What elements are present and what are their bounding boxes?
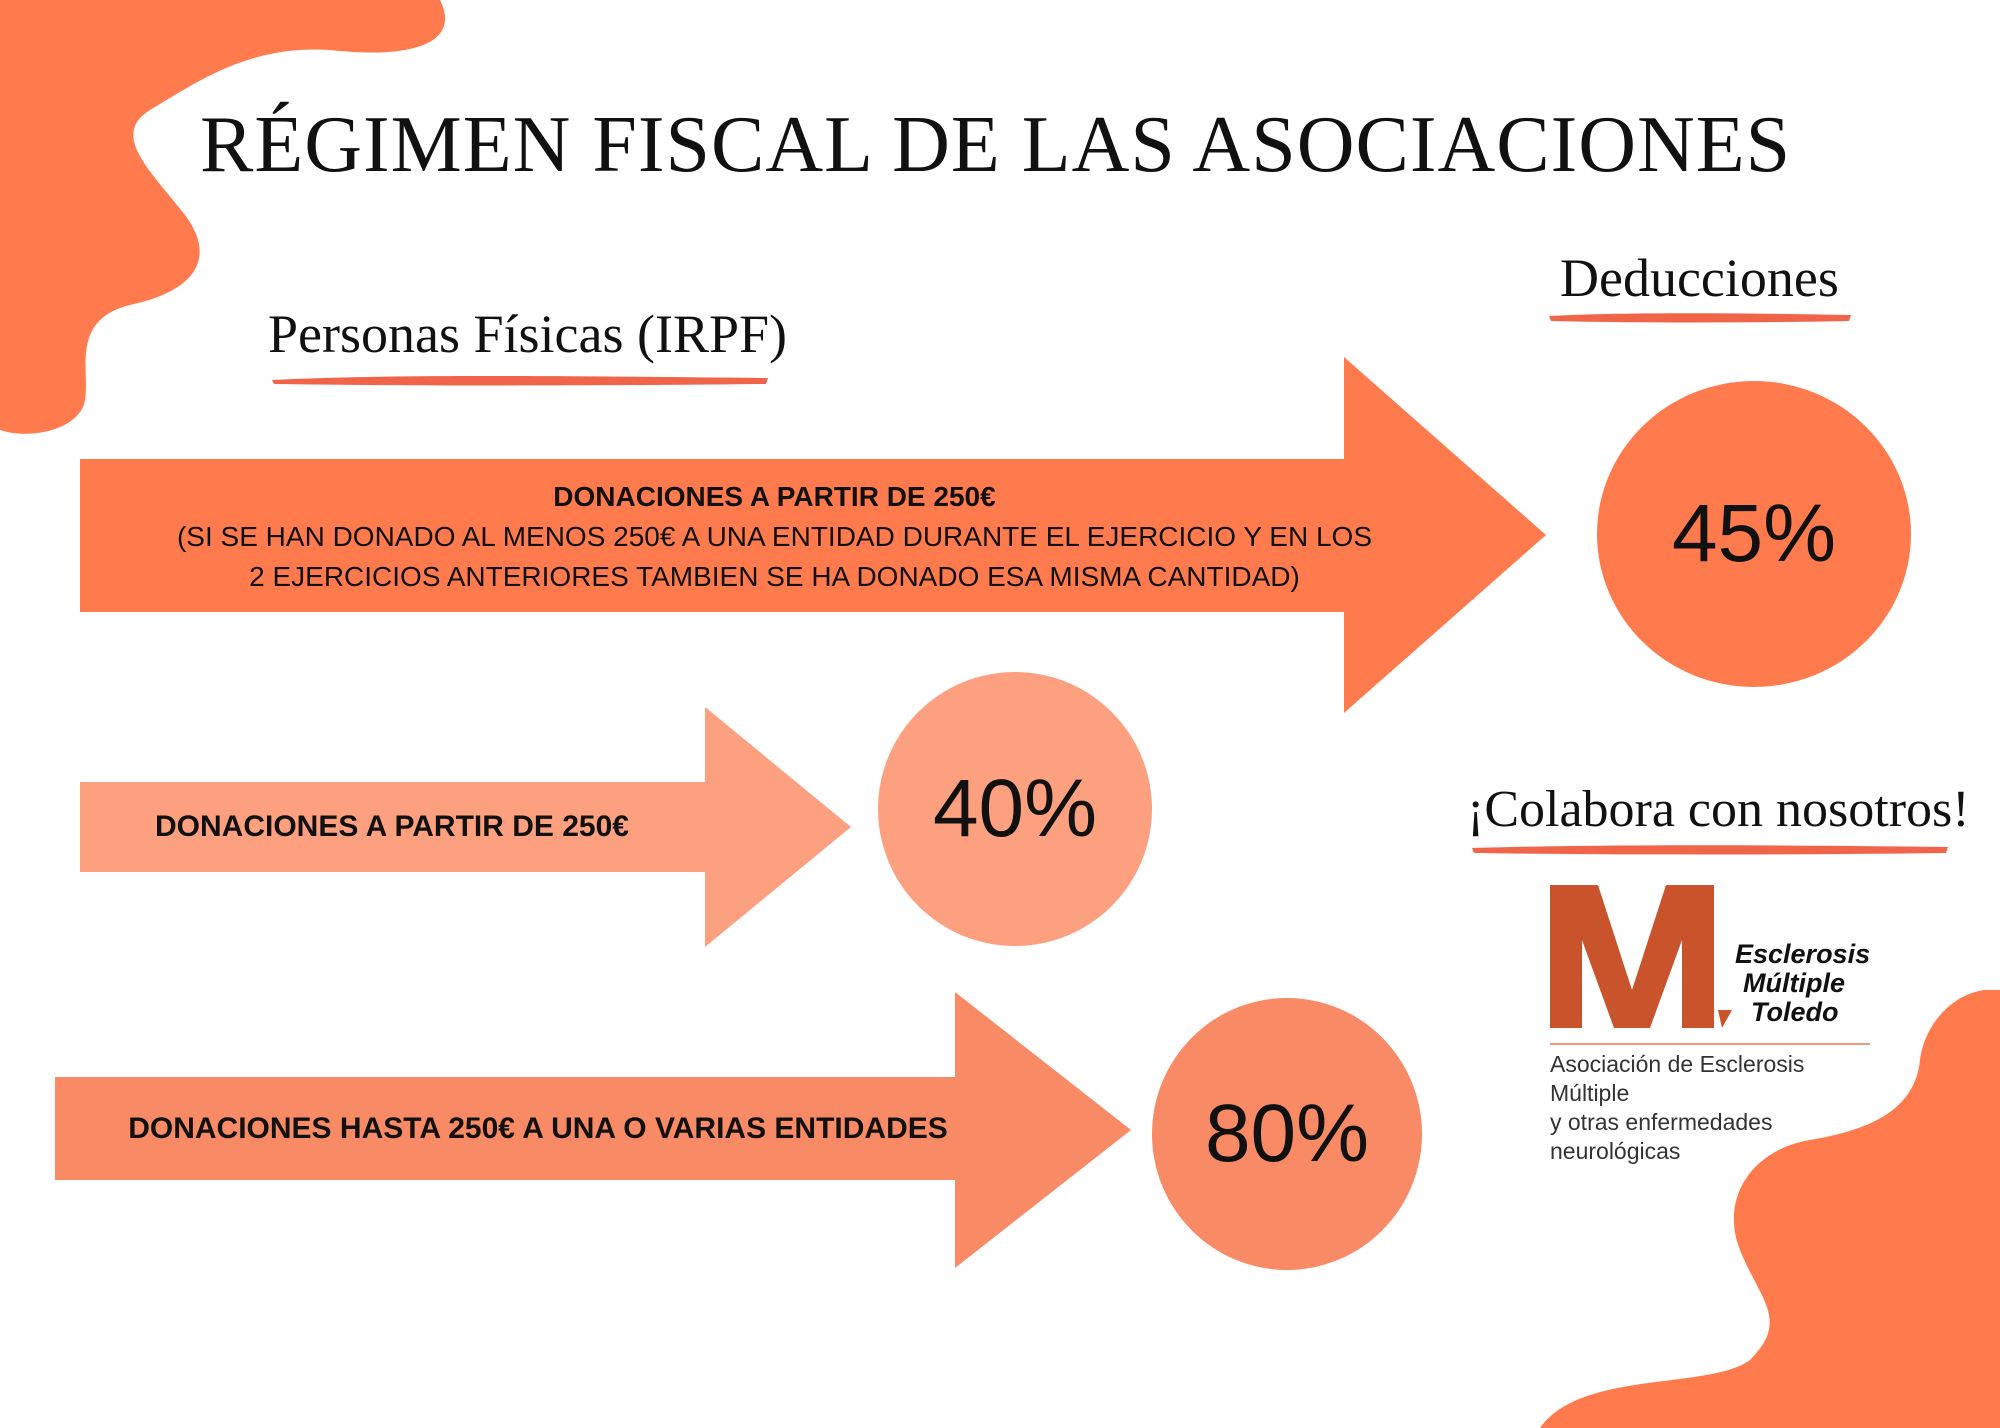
logo-caption-line-1: Asociación de Esclerosis Múltiple [1550,1051,1805,1106]
section-left-heading: Personas Físicas (IRPF) [268,304,788,364]
percent-circle-1 [1597,381,1911,687]
row-1-text [82,462,1467,612]
percent-circle-2 [878,672,1152,946]
section-right-heading: Deducciones [1560,248,1839,308]
section-right-underline [1545,308,1855,326]
row-1-detail-line2: 2 EJERCICIOS ANTERIORES TAMBIEN SE HA DONADO ESA MISMA CANTIDAD) [249,561,1300,592]
logo-wordmark [1735,940,1870,1027]
logo [1550,880,1890,1164]
cta-underline [1468,840,1953,858]
percent-value-1: 45% [1671,488,1837,579]
row-3-heading: DONACIONES HASTA 250€ A UNA O VARIAS ENTIDADES [128,1111,948,1145]
logo-line-3: Toledo [1751,997,1839,1027]
row-3-text [58,1077,1018,1180]
row-1-heading: DONACIONES A PARTIR DE 250€ [553,481,996,512]
row-2-text [82,782,702,872]
logo-caption-line-2: y otras enfermedades neurológicas [1550,1109,1773,1164]
logo-line-2: Múltiple [1743,968,1845,998]
logo-m-mark [1550,880,1750,1030]
row-1-detail-line1: (SI SE HAN DONADO AL MENOS 250€ A UNA ENTIDAD DURANTE EL EJERCICIO Y EN LOS [176,521,1372,552]
row-2-heading: DONACIONES A PARTIR DE 250€ [155,810,629,843]
percent-value-3: 80% [1204,1088,1370,1179]
percent-value-2: 40% [932,763,1098,854]
logo-line-1: Esclerosis [1735,939,1871,969]
logo-divider [1550,1043,1870,1045]
cta-text: ¡Colabora con nosotros! [1467,781,1970,838]
page-title: RÉGIMEN FISCAL DE LAS ASOCIACIONES [200,101,1792,189]
percent-circle-3 [1152,998,1422,1270]
logo-caption [1550,1050,1890,1166]
